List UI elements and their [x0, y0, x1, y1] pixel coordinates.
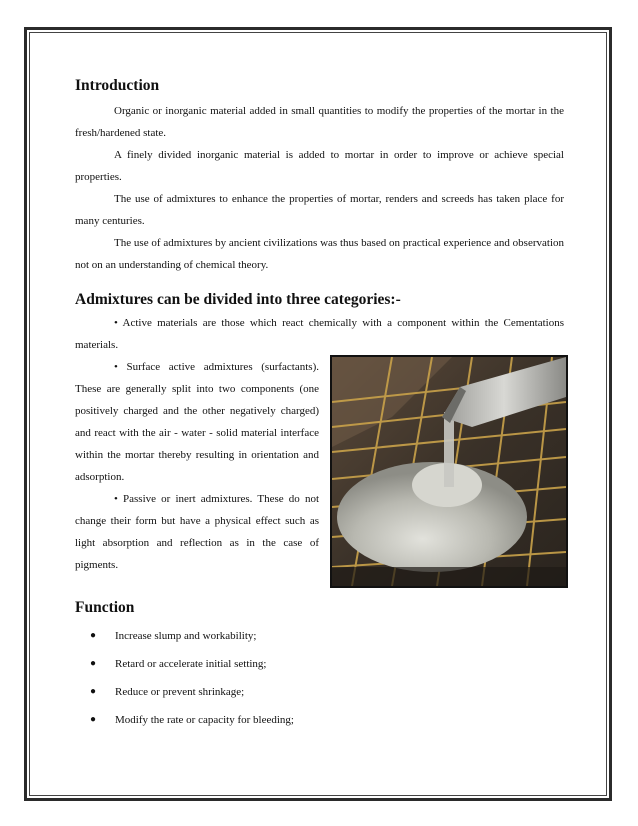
introduction-heading: Introduction [75, 77, 160, 94]
list-item [75, 628, 564, 644]
surface-active-text-column [75, 356, 319, 576]
bullet-icon: ● [90, 630, 97, 641]
function-item-text: Reduce or prevent shrinkage; [115, 686, 245, 698]
intro-paragraph-3: The use of admixtures to enhance the properties of mortar, renders and screeds has taken place for many centuries. [75, 193, 564, 227]
intro-paragraph-2: A finely divided inorganic material is added to mortar in order to improve or achieve special properties. [75, 149, 564, 183]
admixtures-heading: Admixtures can be divided into three categories:- [75, 291, 401, 308]
intro-paragraph-1: Organic or inorganic material added in small quantities to modify the properties of the mortar in the fresh/hardened state. [75, 105, 564, 139]
admixtures-section [75, 290, 564, 576]
function-list [75, 628, 564, 728]
admixture-item-surface-active: • Surface active admixtures (surfactants). These are generally split into two components (one positively charged and the other negatively charged) and react with the air - water - solid material interface within the mortar thereby resulting in orientation and adsorption. [75, 361, 319, 483]
list-item [75, 712, 564, 728]
intro-paragraph-4: The use of admixtures by ancient civilizations was thus based on practical experience and observation not on an understanding of chemical theory. [75, 237, 564, 271]
document-body [75, 76, 564, 740]
bullet-icon: ● [90, 714, 97, 725]
list-item [75, 684, 564, 700]
admixture-item-active: • Active materials are those which react chemically with a component within the Cementations materials. [75, 317, 564, 351]
function-heading: Function [75, 599, 135, 616]
function-section [75, 598, 564, 728]
image-text-block [75, 356, 564, 576]
introduction-section [75, 76, 564, 276]
concrete-pour-photo [330, 355, 568, 588]
bullet-icon: ● [90, 686, 97, 697]
admixture-item-passive: • Passive or inert admixtures. These do not change their form but have a physical effect such as light absorption and reflection as in the case of pigments. [75, 493, 319, 571]
function-item-text: Modify the rate or capacity for bleeding; [115, 714, 294, 726]
function-item-text: Retard or accelerate initial setting; [115, 658, 267, 670]
function-item-text: Increase slump and workability; [115, 630, 257, 642]
list-item [75, 656, 564, 672]
bullet-icon: ● [90, 658, 97, 669]
